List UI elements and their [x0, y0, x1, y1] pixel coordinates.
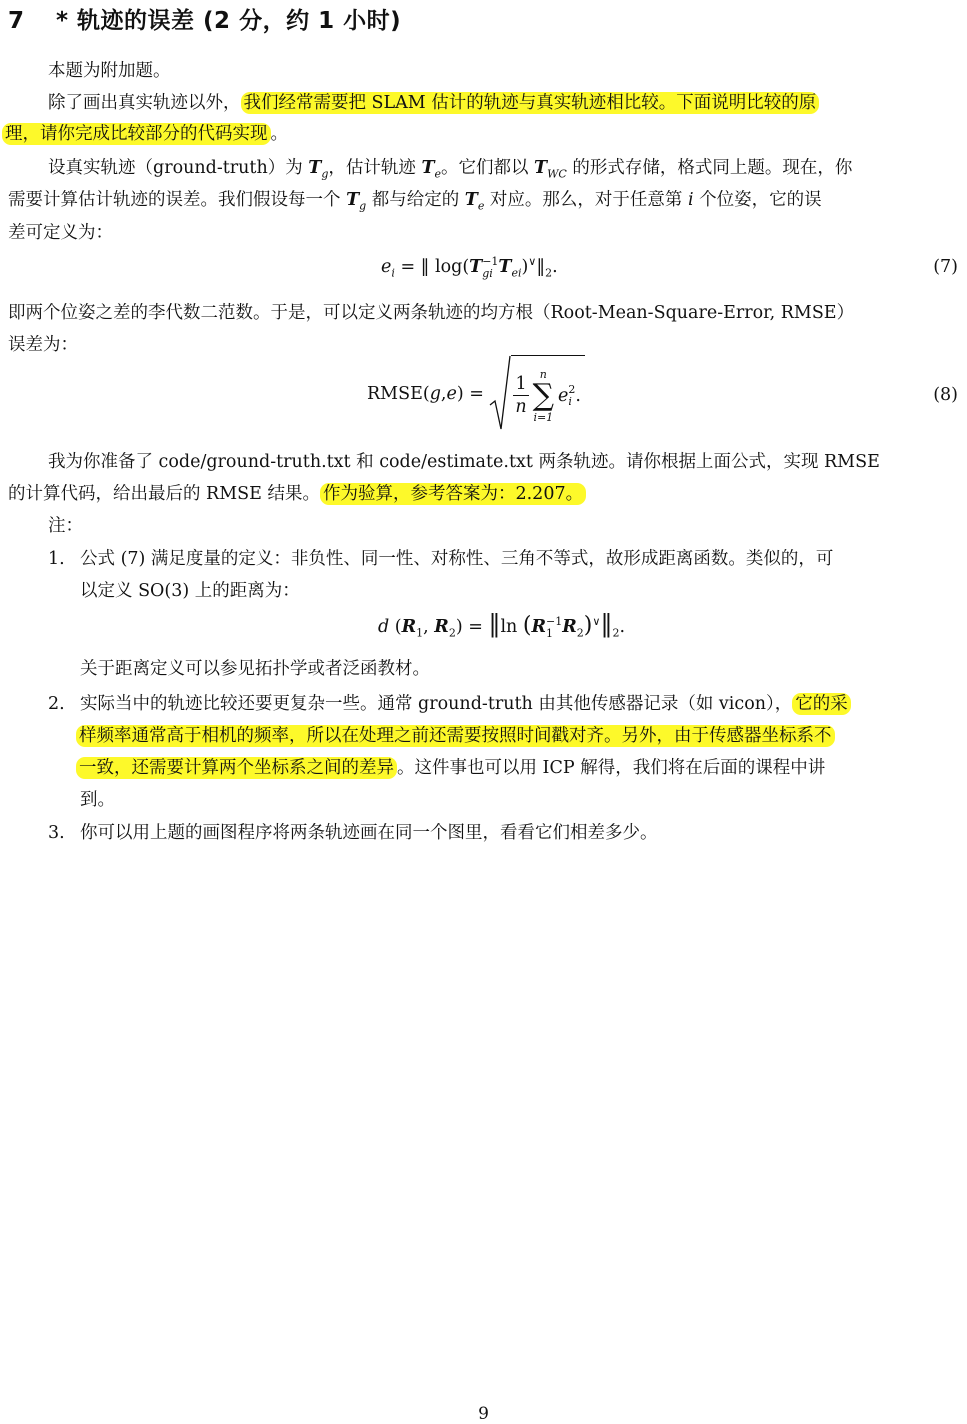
p3-text-b: ，估计轨迹 [328, 158, 422, 178]
eq8-sqrt [489, 355, 585, 433]
highlight-sampling-3: 一致，还需要计算两个坐标系之间的差异 [76, 757, 397, 779]
symbol-T-e: T [421, 158, 435, 178]
equation-7-number: (7) [933, 257, 958, 277]
subscript-e: e [434, 167, 441, 181]
note-1-number: 1. [48, 549, 65, 569]
so3-d: d [378, 617, 390, 637]
note-2-number: 2. [48, 694, 65, 714]
radical-sign-icon [489, 355, 511, 433]
eq7-close-paren: ) [521, 257, 529, 277]
paragraph-2-line-2 [2, 121, 288, 147]
so3-sub-1: 1 [416, 626, 424, 640]
so3-comma: , [423, 617, 435, 637]
so3-paren-close: ) [583, 613, 593, 638]
section-heading [8, 2, 401, 35]
paragraph-3-line-1 [48, 155, 852, 181]
equation-8-number: (8) [933, 385, 958, 405]
p5-text-b: 的计算代码，给出最后的 RMSE 结果。 [8, 484, 320, 504]
subscript-g: g [321, 167, 329, 181]
highlight-implement-code: 理，请你完成比较部分的代码实现 [2, 123, 271, 145]
so3-period: . [619, 617, 626, 637]
sigma-icon: ∑ [532, 377, 555, 413]
eq8-comma: , [440, 384, 447, 404]
note-3-line-1 [80, 820, 658, 846]
eq7-sub-i: i [391, 266, 395, 280]
eq8-fraction [513, 373, 528, 418]
equation-so3-distance [378, 611, 625, 640]
note2-text-b: 。这件事也可以用 ICP 解得，我们将在后面的课程中讲 [397, 758, 826, 778]
equation-8 [367, 355, 585, 433]
note-2-line-3 [76, 755, 825, 781]
subscript-e-2: e [477, 199, 485, 213]
eq8-term-sup: 2 [568, 382, 576, 396]
p3-text-e: 需要计算估计轨迹的误差。我们假设每一个 [8, 190, 347, 210]
highlight-sampling-1: 它的采 [792, 693, 851, 715]
note1-text-a: 公式 (7) 满足度量的定义：非负性、同一性、对称性、三角不等式，故形成距离函数。类似的，可 [80, 549, 834, 569]
highlight-sampling-2: 样频率通常高于相机的频率，所以在处理之前还需要按照时间戳对齐。另外，由于传感器坐标系不 [76, 725, 835, 747]
p3-text-a: 设真实轨迹（ground-truth）为 [48, 158, 309, 178]
eq8-numerator: 1 [515, 374, 527, 394]
eq8-period: . [575, 385, 581, 406]
so3-R2: R [434, 617, 449, 637]
note-3-number: 3. [48, 823, 65, 843]
so3-sub-1b: 1 [546, 626, 554, 640]
note2-text-c: 到。 [80, 790, 115, 810]
note2-text-a: 实际当中的轨迹比较还要更复杂一些。通常 ground-truth 由其他传感器记录（如 vicon）， [80, 694, 793, 714]
so3-sub-2: 2 [448, 626, 456, 640]
paragraph-2-lead: 除了画出真实轨迹以外， [48, 93, 241, 113]
so3-ln: ln [500, 617, 523, 637]
eq7-T-ei: T [498, 257, 512, 277]
eq8-rmse: RMSE( [367, 384, 430, 404]
paragraph-2-line-1 [48, 90, 819, 116]
symbol-T-e-2: T [464, 190, 478, 210]
so3-R2b: R [562, 617, 577, 637]
note-1-line-1 [80, 546, 833, 572]
so3-paren-open: ( [522, 613, 532, 638]
p3-text-h: 个位姿，它的误 [693, 190, 822, 210]
eq8-summation [533, 368, 554, 424]
paragraph-3-line-2 [8, 187, 822, 213]
note3-text: 你可以用上题的画图程序将两条轨迹画在同一个图里，看看它们相差多少。 [80, 823, 658, 843]
p5-text-a: 我为你准备了 code/ground-truth.txt 和 code/estimate.txt 两条轨迹。请你根据上面公式，实现 RMSE [48, 452, 880, 472]
p3-text-i: 差可定义为： [8, 223, 113, 243]
note1-text-b: 以定义 SO(3) 上的距离为： [80, 581, 300, 601]
eq7-e: e [381, 257, 392, 277]
note-1-line-3 [80, 656, 430, 682]
eq7-norm-close: ‖ [536, 257, 546, 277]
eq8-sum-lower: i=1 [533, 410, 554, 424]
eq7-sub-2: 2 [545, 266, 553, 280]
so3-sup-inverse: −1 [546, 614, 563, 628]
highlight-reference-answer: 作为验算，参考答案为：2.207。 [320, 483, 586, 505]
section-title: * 轨迹的误差 (2 分，约 1 小时) [56, 8, 402, 34]
note-1-line-2 [80, 578, 300, 604]
note-2-line-2 [76, 723, 835, 749]
so3-vee: ∨ [592, 615, 601, 629]
symbol-i: i [687, 190, 694, 210]
eq7-vee: ∨ [528, 255, 537, 269]
so3-norm-sub: 2 [612, 626, 620, 640]
p4-text-a: 即两个位姿之差的李代数二范数。于是，可以定义两条轨迹的均方根（Root-Mean-Square-Error, RMSE） [8, 303, 855, 323]
so3-norm-open: ‖ [488, 610, 501, 638]
eq7-sub-gi: gi [482, 266, 493, 280]
paragraph-5-line-1 [48, 449, 880, 475]
paragraph-4-line-2 [8, 332, 78, 358]
eq8-g: g [429, 384, 441, 404]
note-2-line-4 [80, 787, 115, 813]
eq7-sup-inverse: −1 [482, 254, 499, 268]
eq8-denominator: n [515, 397, 527, 417]
p4-text-b: 误差为： [8, 335, 78, 355]
p3-text-f: 都与给定的 [366, 190, 465, 210]
page-number: 9 [478, 1404, 489, 1424]
eq8-equals: ) = [456, 384, 490, 404]
so3-R1-inv: R [531, 617, 547, 637]
p3-text-g: 对应。那么，对于任意第 [484, 190, 688, 210]
p3-text-d: 的形式存储，格式同上题。现在，你 [566, 158, 853, 178]
eq7-T-gi: T [469, 257, 483, 277]
eq8-term-e: e [558, 385, 569, 406]
p3-text-c: 。它们都以 [440, 158, 535, 178]
eq7-period: . [552, 257, 558, 277]
intro-paragraph [48, 58, 171, 84]
note-2-line-1 [80, 691, 851, 717]
so3-equals: ) = [455, 617, 489, 637]
symbol-T-g: T [308, 158, 322, 178]
so3-R1: R [401, 617, 417, 637]
eq7-sub-ei: ei [511, 266, 522, 280]
so3-open: ( [389, 617, 402, 637]
symbol-T-wc: T [534, 158, 548, 178]
subscript-g-2: g [359, 199, 367, 213]
paragraph-2-tail: 。 [270, 124, 288, 144]
highlight-compare-trajectories: 我们经常需要把 SLAM 估计的轨迹与真实轨迹相比较。下面说明比较的原 [241, 92, 820, 114]
symbol-T-g-2: T [346, 190, 360, 210]
subscript-WC: WC [547, 167, 567, 181]
note1-text-c: 关于距离定义可以参见拓扑学或者泛函教材。 [80, 659, 430, 679]
eq8-sum-upper: n [539, 367, 547, 381]
paragraph-3-line-3 [8, 220, 113, 246]
eq7-log-open: = ‖ log( [394, 257, 470, 277]
section-number: 7 [8, 8, 25, 34]
eq8-radicand [511, 355, 585, 433]
eq8-term-sub: i [568, 394, 572, 408]
so3-norm-close: ‖ [600, 610, 613, 638]
so3-sub-2b: 2 [576, 626, 584, 640]
eq8-e: e [446, 384, 457, 404]
notes-label: 注： [48, 516, 83, 536]
paragraph-4-line-1 [8, 300, 854, 326]
intro-text: 本题为附加题。 [48, 61, 171, 81]
equation-7 [381, 254, 558, 280]
paragraph-5-line-2 [8, 481, 586, 507]
